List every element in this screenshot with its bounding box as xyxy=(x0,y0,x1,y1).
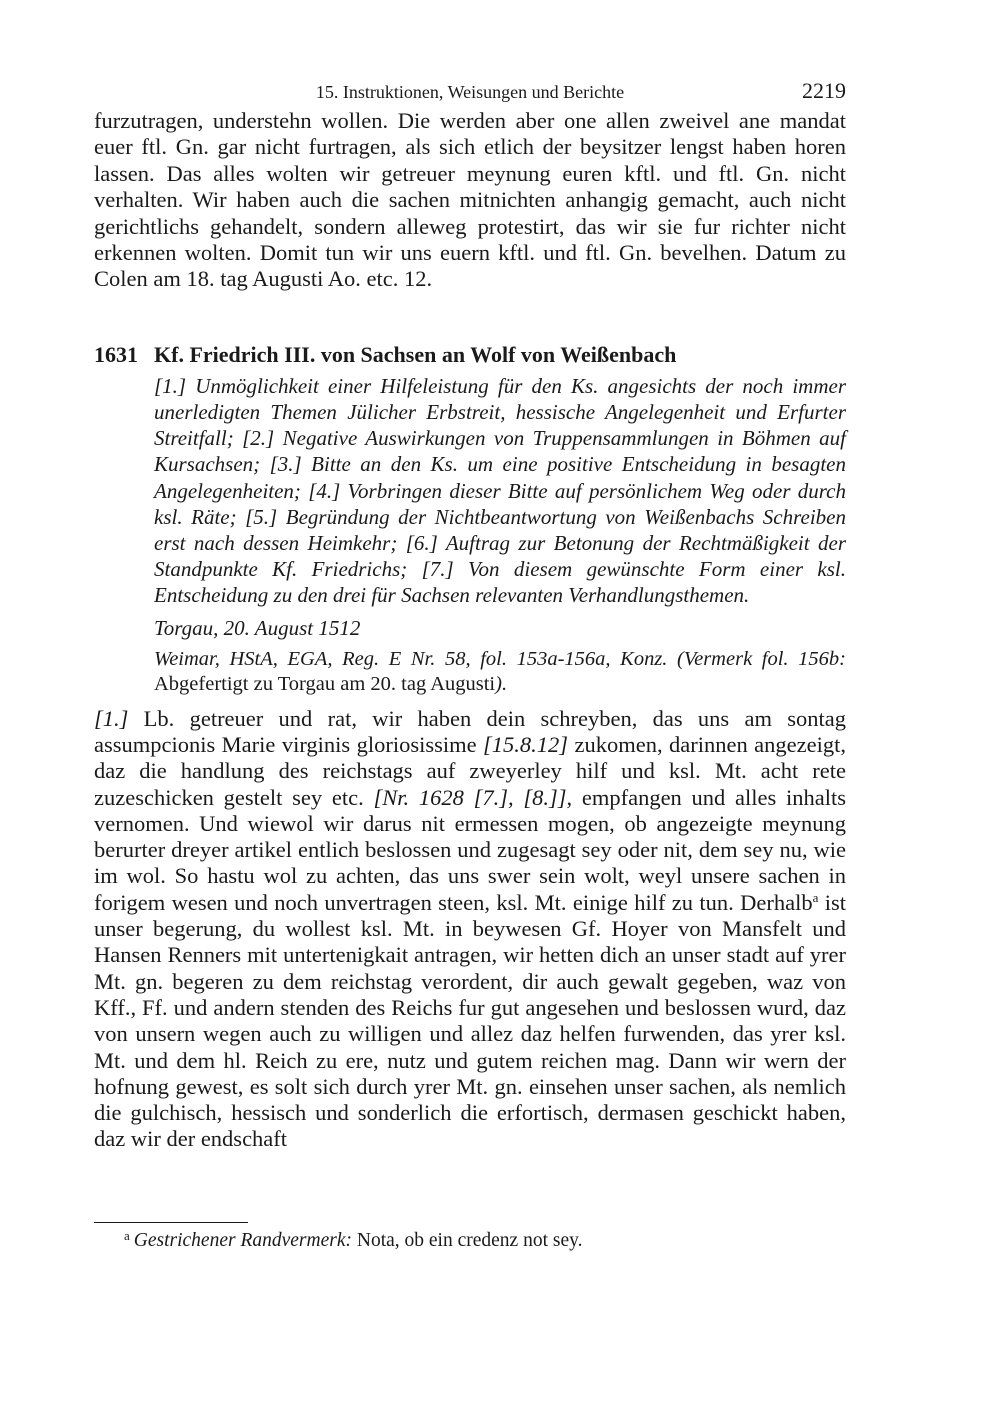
source-close: ). xyxy=(495,673,508,696)
date-reference: [15.8.12] xyxy=(483,731,569,757)
source-roman: Abgefertigt zu Torgau am 20. tag Augusti xyxy=(154,673,496,696)
continuation-paragraph: furzutragen, understehn wollen. Die werden aber one allen zweivel ane mandat euer ftl. Gn. gar nicht furtragen, als sich etlich der beysitzer lengst haben horen lassen. Das alles wolten wir getreuer meynung euren kftl. und ftl. Gn. nicht verhalten. Wir haben auch die sachen mitnichten anhangig gemacht, auch nicht gerichtlichs gehandelt, sondern alleweg protestirt, das wir sie fur richter nicht erkennen wolten. Domit tun wir uns euern kftl. und ftl. Gn. bevelhen. Datum zu Colen am 18. tag Augusti Ao. etc. 12. xyxy=(94,108,846,292)
footnote-label: Gestrichener Randvermerk: xyxy=(133,1230,352,1251)
document-heading xyxy=(94,341,846,369)
footnote-text: Nota, ob ein credenz not sey. xyxy=(352,1230,583,1251)
running-header xyxy=(94,76,846,108)
running-title: 15. Instruktionen, Weisungen und Berichte xyxy=(315,82,625,102)
main-text: [1.] Lb. getreuer und rat, wir haben dein schreyben, das uns am sontag assumpcionis Marie virginis gloriosissime [15.8.12] zukomen, darinnen angezeigt, daz die handlung des reichstags auf zweyerley hilf und ksl. Mt. acht rete zuzeschicken gestelt sey etc. [Nr. 1628 [7.], [8.]], empfangen und alles inhalts vernomen. Und wiewol wir darus nit ermessen mogen, ob angezeigte meynung berurter dreyer artikel entlich beslossen und zugesagt sey oder nit, dem sey nu, wie im wol. So hastu wol zu achten, das uns swer sein wolt, weyl unsere sachen in forigem wesen und noch unvertragen steen, ksl. Mt. einige hilf zu tun. Derhalb$^a$ ist unser begerung, du wollest ksl. Mt. in beywesen Gf. Hoyer von Mansfelt und Hansen Renners mit untertenigkait antragen, wir hetten dich an unser stadt auf yrer Mt. gn. begeren zu dem reichstag verordent, dir auch gewalt gegeben, waz von Kff., Ff. und andern stenden des Reichs fur gut angesehen und beslossen wurd, daz von unsern wegen auch zu willigen und allez daz helfen furwenden, das yrer ksl. Mt. und dem hl. Reich zu ere, nutz und gutem reichen mag. Dann wir wern der hofnung gewest, es solt sich durch yrer Mt. gn. einsehen unser sachen, als nemlich die gulchisch, hessisch und sonderlich die erfortisch, dermasen geschickt haben, daz wir der endschaft xyxy=(94,705,846,1152)
document-summary: [1.] Unmöglichkeit einer Hilfeleistung für den Ks. angesichts der noch immer unerledigten Themen Jülicher Erbstreit, hessische Angelegenheit und Erfurter Streitfall; [2.] Negative Auswirkungen von Truppensammlungen in Böhmen auf Kursachsen; [3.] Bitte an den Ks. um eine positive Entscheidung in besagten Angelegenheiten; [4.] Vorbringen dieser Bitte auf persönlichem Weg oder durch ksl. Räte; [5.] Begründung der Nichtbeantwortung von Weißenbachs Schreiben erst nach dessen Heimkehr; [6.] Auftrag zur Betonung der Rechtmäßigkeit der Standpunkte Kf. Friedrichs; [7.] Von diesem gewünschte Form einer ksl. Entscheidung zu den drei für Sachsen relevanten Verhandlungsthemen. xyxy=(154,373,846,608)
cross-reference: [Nr. 1628 [7.], [8.]] xyxy=(373,784,567,810)
document-dateline: Torgau, 20. August 1512 xyxy=(154,615,361,640)
footnote-area xyxy=(94,1222,846,1253)
document-number: 1631 xyxy=(94,341,138,367)
footnote-a xyxy=(94,1229,846,1253)
document-title: Kf. Friedrich III. von Sachsen an Wolf von Weißenbach xyxy=(154,341,677,367)
footnote-mark: a xyxy=(812,889,819,905)
source-italic: Weimar, HStA, EGA, Reg. E Nr. 58, fol. 153a-156a, Konz. (Vermerk fol. 156b: xyxy=(154,647,846,670)
footnote-rule xyxy=(94,1222,248,1223)
section-marker: [1.] xyxy=(94,705,129,731)
page-number: 2219 xyxy=(802,78,846,103)
footnote-letter: a xyxy=(124,1228,130,1243)
page xyxy=(94,76,846,1153)
document-regest xyxy=(154,373,846,698)
document-source xyxy=(154,647,846,698)
